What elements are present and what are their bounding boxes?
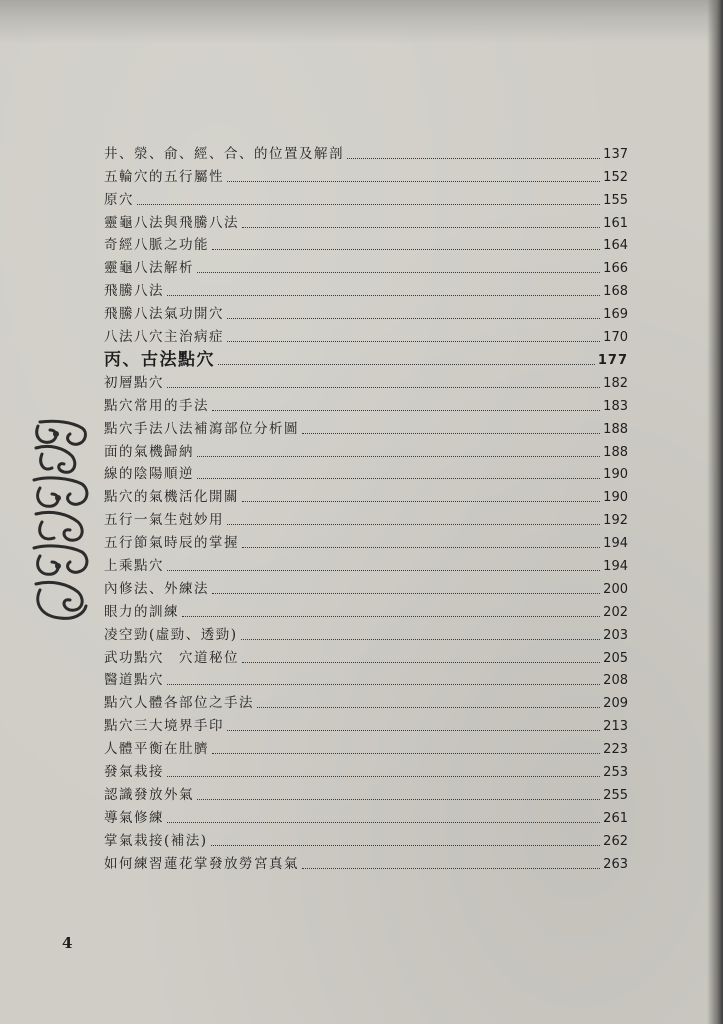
toc-entry-title: 點穴的氣機活化開關 [104,489,239,506]
toc-entry-page: 209 [603,696,628,712]
toc-entry [104,277,628,300]
toc-dot-leader [242,501,600,502]
toc-entry-title: 線的陰陽順逆 [104,466,194,483]
toc-dot-leader [241,639,601,640]
toc-entry-page: 155 [603,192,628,208]
cloud-ornament-icon [30,418,92,622]
toc-entry-title: 五行一氣生尅妙用 [104,512,224,529]
toc-entry-title: 點穴人體各部位之手法 [104,695,254,712]
toc-entry [104,667,628,690]
toc-dot-leader [227,730,600,731]
toc-entry [104,735,628,758]
toc-entry-title: 靈龜八法解析 [104,260,194,277]
toc-entry [104,254,628,277]
toc-entry-title: 點穴常用的手法 [104,397,209,414]
toc-entry [104,323,628,346]
toc-entry-page: 164 [603,238,628,254]
toc-entry [104,529,628,552]
toc-dot-leader [347,158,600,159]
toc-entry [104,140,628,163]
toc-entry-page: 223 [603,742,628,758]
toc-dot-leader [212,410,600,411]
toc-entry [104,232,628,255]
toc-entry-page: 202 [603,604,628,620]
toc-entry-title: 醫道點穴 [104,672,164,689]
toc-entry-title: 初層點穴 [104,374,164,391]
toc-entry-page: 190 [603,467,628,483]
toc-dot-leader [167,570,600,571]
toc-entry [104,758,628,781]
toc-entry [104,415,628,438]
toc-dot-leader [242,662,600,663]
toc-dot-leader [212,249,600,250]
toc-entry-title: 導氣修練 [104,809,164,826]
toc-entry-page: 262 [603,833,628,849]
toc-dot-leader [227,318,600,319]
toc-entry [104,552,628,575]
toc-entry-title: 井、滎、俞、經、合、的位置及解剖 [104,145,344,162]
toc-entry [104,461,628,484]
toc-entry [104,392,628,415]
toc-entry-page: 261 [603,810,628,826]
toc-entry-page: 166 [603,261,628,277]
scan-top-shadow [0,0,723,44]
toc-dot-leader [212,753,600,754]
toc-entry-title: 人體平衡在肚臍 [104,741,209,758]
toc-dot-leader [197,799,600,800]
toc-entry [104,781,628,804]
toc-dot-leader [182,616,600,617]
toc-entry [104,850,628,873]
toc-entry-title: 眼力的訓練 [104,603,179,620]
toc-entry [104,209,628,232]
toc-dot-leader [211,845,601,846]
toc-entry-title: 飛騰八法氣功開穴 [104,306,224,323]
toc-entry-page: 205 [603,650,628,666]
toc-entry-page: 253 [603,765,628,781]
toc-dot-leader [227,524,600,525]
toc-entry [104,483,628,506]
toc-entry [104,712,628,735]
toc-entry-title: 掌氣栽接(補法) [104,832,208,849]
toc-entry-page: 182 [603,375,628,391]
toc-entry [104,186,628,209]
toc-entry-title: 凌空勁(虛勁、透勁) [104,626,238,643]
toc-entry-page: 208 [603,673,628,689]
toc-dot-leader [218,364,595,365]
toc-entry [104,506,628,529]
toc-dot-leader [137,204,600,205]
toc-dot-leader [227,341,600,342]
toc-entry [104,438,628,461]
toc-entry [104,621,628,644]
toc-entry [104,369,628,392]
toc-entry-title: 丙、古法點穴 [104,350,215,371]
toc-entry-title: 內修法、外練法 [104,580,209,597]
toc-dot-leader [197,456,600,457]
toc-entry [104,346,628,369]
toc-entry-title: 武功點穴 穴道秘位 [104,649,239,666]
table-of-contents [104,140,628,873]
scan-right-edge [707,0,723,1024]
page-number: 4 [62,934,73,952]
toc-entry-page: 188 [603,421,628,437]
toc-entry-page: 188 [603,444,628,460]
toc-entry [104,644,628,667]
toc-dot-leader [167,822,600,823]
toc-entry [104,689,628,712]
toc-entry [104,827,628,850]
toc-entry-page: 170 [603,330,628,346]
toc-dot-leader [167,684,600,685]
toc-entry-title: 點穴手法八法補瀉部位分析圖 [104,420,299,437]
toc-dot-leader [167,776,600,777]
toc-entry-page: 169 [603,307,628,323]
toc-entry-page: 183 [603,398,628,414]
toc-dot-leader [242,547,600,548]
toc-entry-title: 如何練習蓮花掌發放勞宮真氣 [104,855,299,872]
toc-entry-title: 點穴三大境界手印 [104,718,224,735]
toc-dot-leader [302,433,600,434]
toc-dot-leader [212,593,600,594]
toc-entry-title: 奇經八脈之功能 [104,237,209,254]
toc-dot-leader [167,387,600,388]
toc-dot-leader [257,707,600,708]
toc-entry-title: 五輪穴的五行屬性 [104,168,224,185]
toc-entry-page: 192 [603,513,628,529]
toc-entry-title: 面的氣機歸納 [104,443,194,460]
toc-entry-page: 177 [597,353,628,369]
toc-entry-page: 194 [603,559,628,575]
toc-entry-title: 認識發放外氣 [104,786,194,803]
toc-entry-page: 203 [603,627,628,643]
toc-entry-title: 靈龜八法與飛騰八法 [104,214,239,231]
toc-entry-page: 152 [603,169,628,185]
toc-dot-leader [242,227,600,228]
toc-entry-page: 213 [603,719,628,735]
toc-entry [104,575,628,598]
toc-entry [104,598,628,621]
toc-entry-title: 發氣栽接 [104,764,164,781]
toc-entry-page: 190 [603,490,628,506]
toc-entry-page: 255 [603,787,628,803]
toc-dot-leader [197,478,600,479]
toc-entry-page: 194 [603,536,628,552]
toc-dot-leader [302,868,600,869]
toc-dot-leader [167,295,600,296]
toc-entry [104,163,628,186]
toc-entry-title: 八法八穴主治病症 [104,329,224,346]
toc-entry-title: 飛騰八法 [104,283,164,300]
toc-entry-page: 168 [603,284,628,300]
toc-entry-title: 原穴 [104,191,134,208]
toc-dot-leader [197,272,600,273]
toc-entry-page: 161 [603,215,628,231]
toc-entry-page: 200 [603,581,628,597]
toc-dot-leader [227,181,600,182]
toc-entry-page: 263 [603,856,628,872]
toc-entry [104,804,628,827]
toc-entry-page: 137 [603,146,628,162]
toc-entry [104,300,628,323]
toc-entry-title: 五行節氣時辰的掌握 [104,535,239,552]
toc-entry-title: 上乘點穴 [104,558,164,575]
